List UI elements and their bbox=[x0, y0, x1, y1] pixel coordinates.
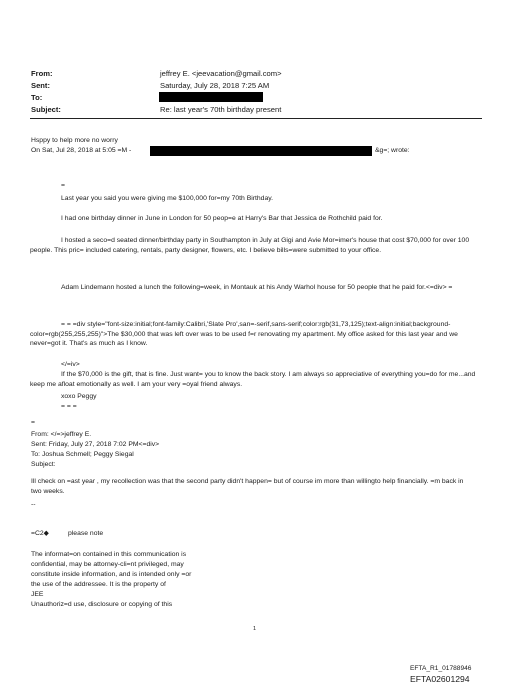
quoted-eq-1: = bbox=[61, 182, 65, 189]
quoted-paragraph-6: If the $70,000 is the gift, that is fine. Just want= you to know the back story. I am always so appreciative of everything you=do for me...and keep me afloat emotionally as well. I am your very =oyal friend always. bbox=[30, 371, 476, 388]
forward-sent: Sent: Friday, July 27, 2018 7:02 PM<=div> bbox=[31, 441, 160, 448]
disclaimer-line-3: constitute inside information, and is intended only =or bbox=[31, 571, 192, 578]
quoted-signature: xoxo Peggy bbox=[61, 393, 97, 400]
quoted-div-tag: </=iv> bbox=[61, 361, 80, 368]
note-label: please note bbox=[68, 530, 104, 537]
forward-from: From: </=>jeffrey E. bbox=[31, 431, 92, 438]
note-prefix: =C2◆ bbox=[31, 530, 49, 537]
from-label: From: bbox=[31, 69, 53, 78]
sent-value: Saturday, July 28, 2018 7:25 AM bbox=[160, 81, 270, 90]
forward-subject: Subject: bbox=[31, 461, 56, 468]
forward-to: To: Joshua Schmell; Peggy Siegal bbox=[31, 451, 134, 458]
quoted-paragraph-4: Adam Lindemann hosted a lunch the following=week, in Montauk at his Andy Warhol house for 50 people that he paid for.<=div> = bbox=[61, 284, 453, 291]
reply-line-1: Hsppy to help more no worry bbox=[31, 137, 118, 144]
page-number: 1 bbox=[253, 626, 257, 632]
body-paragraph-1: Ill check on =ast year , my recollection was that the second party didn't happen= but of course im more than willingto help financially. =m back in two weeks. bbox=[31, 478, 464, 495]
disclaimer-line-4: the use of the addressee. It is the property of bbox=[31, 581, 166, 588]
quoted-eqs: = = = bbox=[61, 403, 77, 410]
from-value: jeffrey E. <jeevacation@gmail.com> bbox=[160, 69, 282, 78]
disclaimer-line-2: confidential, may be attorney-cli=nt privileged, may bbox=[31, 561, 184, 568]
redaction-bar-to bbox=[159, 92, 263, 102]
reply-line-2-suffix: &g=; wrote: bbox=[375, 147, 410, 154]
to-label: To: bbox=[31, 93, 43, 102]
quoted-paragraph-3: I hosted a seco=d seated dinner/birthday party in Southampton in July at Gigi and Avie Mor=imer's house that cost $70,000 for over 100 people. This pric= included catering, rentals, party designer, flowers, etc. I believe bills=were submitted to your office. bbox=[30, 237, 470, 254]
disclaimer-line-6: Unauthoriz=d use, disclosure or copying of this bbox=[31, 601, 173, 608]
body-dashes: -- bbox=[31, 501, 36, 508]
disclaimer-line-1: The informat=on contained in this communication is bbox=[31, 551, 187, 558]
forward-eq: = bbox=[31, 419, 35, 426]
footer-id-2: EFTA02601294 bbox=[410, 674, 470, 684]
sent-label: Sent: bbox=[31, 81, 50, 90]
subject-value: Re: last year's 70th birthday present bbox=[160, 105, 282, 114]
subject-label: Subject: bbox=[31, 105, 61, 114]
quoted-paragraph-2: I had one birthday dinner in June in London for 50 peop=e at Harry's Bar that Jessica de Rothchild paid for. bbox=[61, 215, 383, 222]
redaction-bar-email bbox=[150, 146, 372, 156]
footer-id-1: EFTA_R1_01788946 bbox=[410, 665, 472, 672]
disclaimer-line-5: JEE bbox=[31, 591, 44, 598]
quoted-paragraph-5: = = =div style="font-size:initial;font-family:Calibri,'Slate Pro',san=-serif,sans-serif;color:rgb(31,73,125);text-align:initial;background-color=rgb(255,255,255)">The $30,000 that was left over was to be used f=r renovating my apartment. My office asked for this last year and we never=got it. That's as much as I know. bbox=[30, 321, 458, 348]
reply-line-2-prefix: On Sat, Jul 28, 2018 at 5:05 =M - bbox=[31, 147, 132, 154]
quoted-paragraph-1: Last year you said you were giving me $100,000 for=my 70th Birthday. bbox=[61, 195, 274, 202]
header-divider bbox=[30, 118, 482, 119]
